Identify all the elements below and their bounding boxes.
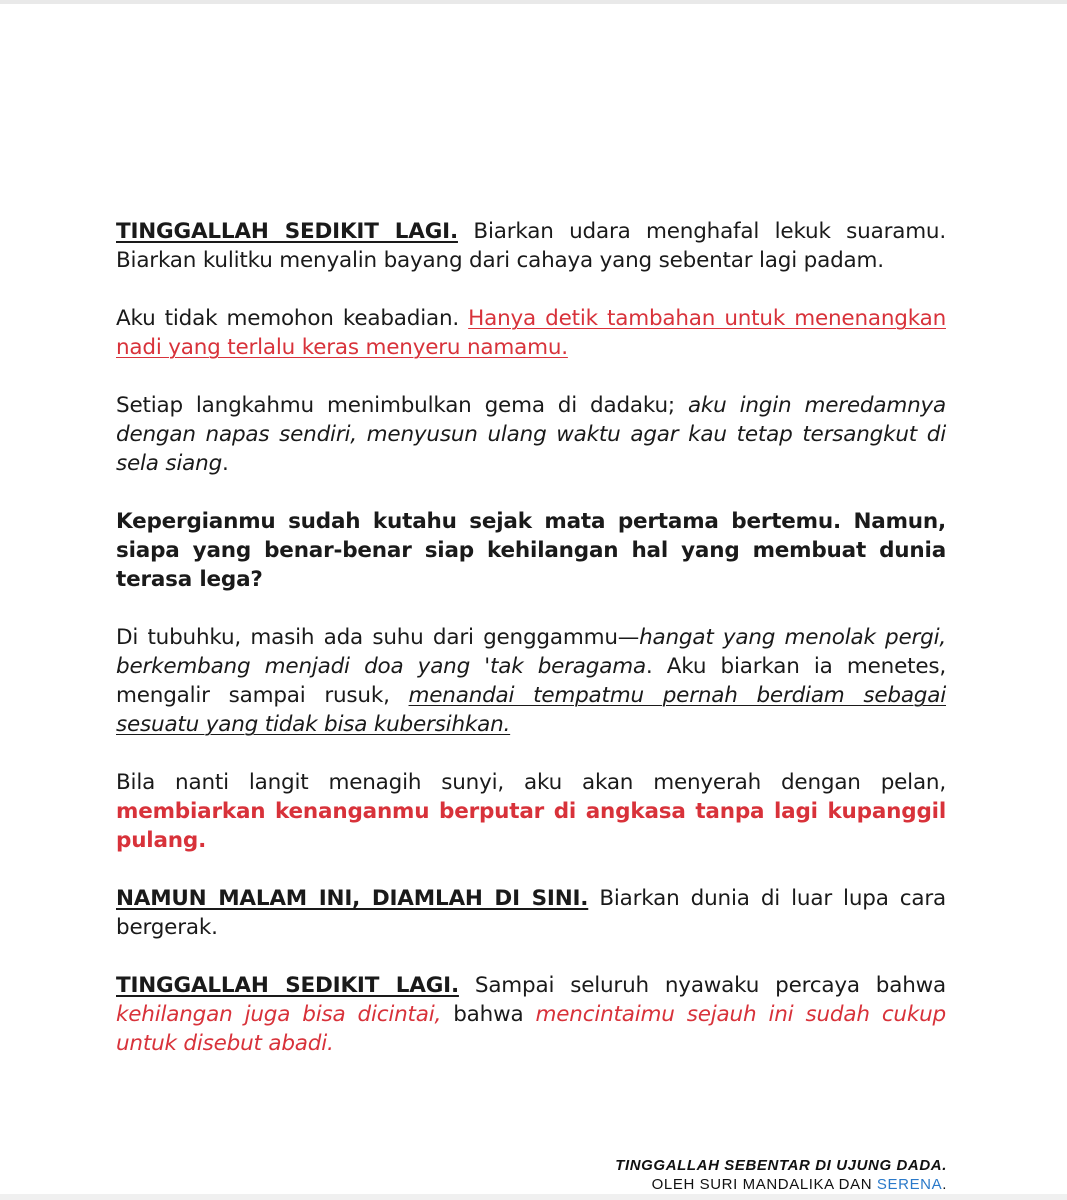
- paragraph-heading: NAMUN MALAM INI, DIAMLAH DI SINI.: [116, 886, 589, 911]
- bold-text: Kepergianmu sudah kutahu sejak mata pertama bertemu. Namun, siapa yang benar-benar siap kehilangan hal yang membuat dunia terasa lega?: [116, 509, 946, 592]
- highlighted-text: Hanya detik tambahan untuk menenangkan nadi yang terlalu keras menyeru namamu.: [116, 306, 946, 360]
- bottom-edge-divider: [0, 1194, 1067, 1200]
- top-edge-divider: [0, 0, 1067, 4]
- poem-body: [116, 217, 946, 1087]
- italic-underline-text: menandai tempatmu pernah berdiam sebagai sesuatu yang tidak bisa kubersihkan.: [116, 683, 946, 737]
- paragraph-1: [116, 217, 946, 275]
- red-bold-text: membiarkan kenanganmu berputar di angkasa tanpa lagi kupanggil pulang.: [116, 799, 946, 853]
- paragraph-text-2: bahwa: [441, 1002, 536, 1027]
- red-italic-text: kehilangan juga bisa dicintai,: [116, 1002, 442, 1027]
- paragraph-text: Setiap langkahmu menimbulkan gema di dadaku;: [116, 393, 688, 418]
- credit-prefix: OLEH SURI MANDALIKA DAN: [651, 1176, 877, 1193]
- italic-text: aku ingin meredamnya dengan napas sendiri, menyusun ulang waktu agar kau tetap tersangkut di sela siang: [116, 393, 946, 476]
- paragraph-5: [116, 623, 946, 739]
- paragraph-heading: TINGGALLAH SEDIKIT LAGI.: [116, 973, 459, 998]
- red-italic-text-2: mencintaimu sejauh ini sudah cukup untuk disebut abadi.: [116, 1002, 946, 1056]
- paragraph-text-end: .: [222, 451, 229, 476]
- footer-title: TINGGALLAH SEBENTAR DI UJUNG DADA.: [615, 1157, 947, 1174]
- paragraph-text: Biarkan udara menghafal lekuk suaramu. Biarkan kulitku menyalin bayang dari cahaya yang sebentar lagi padam.: [116, 219, 946, 273]
- paragraph-text: Aku tidak memohon keabadian.: [116, 306, 469, 331]
- credit-suffix: .: [942, 1176, 947, 1193]
- paragraph-2: [116, 304, 946, 362]
- paragraph-text: Bila nanti langit menagih sunyi, aku akan menyerah dengan pelan,: [116, 770, 946, 795]
- paragraph-text: Biarkan dunia di luar lupa cara bergerak.: [116, 886, 946, 940]
- paragraph-text: Sampai seluruh nyawaku percaya bahwa: [458, 973, 947, 998]
- paragraph-text-2: . Aku biarkan ia menetes, mengalir sampai rusuk,: [116, 654, 946, 708]
- paragraph-6: [116, 768, 946, 855]
- credit-highlight: SERENA: [876, 1176, 943, 1193]
- footer-credit-line: [615, 1175, 947, 1194]
- footer-credits: [615, 1156, 947, 1194]
- paragraph-3: [116, 391, 946, 478]
- paragraph-8: [116, 971, 946, 1058]
- paragraph-4: [116, 507, 946, 594]
- paragraph-text: Di tubuhku, masih ada suhu dari genggammu—: [116, 625, 640, 650]
- paragraph-heading: TINGGALLAH SEDIKIT LAGI.: [116, 219, 458, 244]
- italic-text: hangat yang menolak pergi, berkembang menjadi doa yang 'tak beragama: [116, 625, 946, 679]
- paragraph-7: [116, 884, 946, 942]
